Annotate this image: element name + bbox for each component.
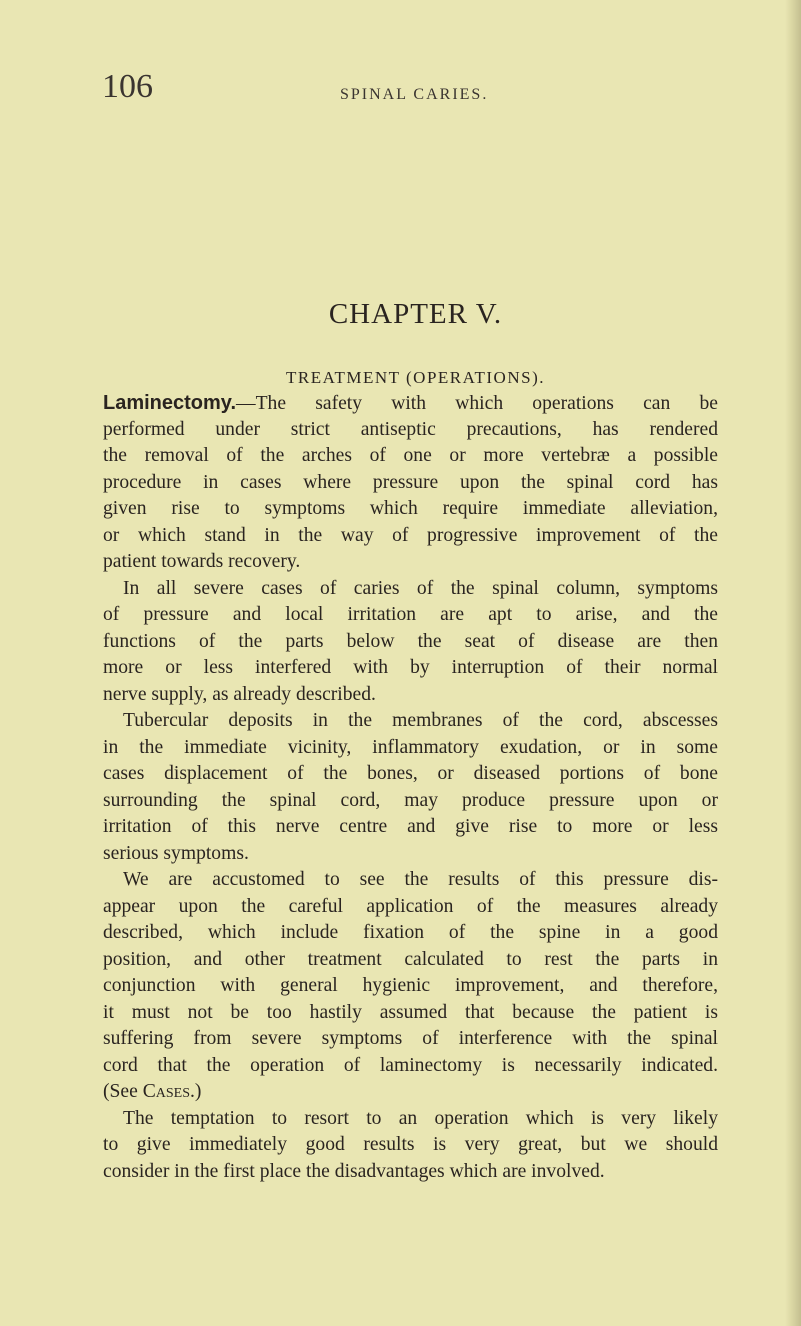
paragraph-line: or which stand in the way of progressive improvement of the bbox=[103, 524, 718, 546]
lead-heading: Laminectomy. bbox=[103, 392, 236, 414]
paragraph-line: procedure in cases where pressure upon the spinal cord has bbox=[103, 471, 718, 493]
paragraph-line: more or less interfered with by interruption of their normal bbox=[103, 657, 718, 678]
paragraph-line: consider in the first place the disadvantages which are involved. bbox=[103, 1160, 605, 1182]
running-head: SPINAL CARIES. bbox=[340, 86, 489, 103]
paragraph-line: We are accustomed to see the results of this pressure dis- bbox=[123, 869, 718, 890]
paragraph-line: the removal of the arches of one or more vertebræ a possible bbox=[103, 445, 718, 466]
paragraph-line: in the immediate vicinity, inflammatory exudation, or in some bbox=[103, 736, 718, 758]
paragraph-line: In all severe cases of caries of the spinal column, symptoms bbox=[123, 577, 718, 599]
paragraph-line: it must not be too hastily assumed that because the patient is bbox=[103, 1001, 718, 1023]
paragraph-line: serious symptoms. bbox=[103, 842, 249, 864]
paragraph-line: nerve supply, as already described. bbox=[103, 683, 376, 705]
paragraph-line: performed under strict antiseptic precautions, has rendered bbox=[103, 418, 718, 440]
paragraph-line: conjunction with general hygienic improvement, and therefore, bbox=[103, 975, 718, 996]
paragraph-line: patient towards recovery. bbox=[103, 551, 301, 572]
paragraph-line: surrounding the spinal cord, may produce pressure upon or bbox=[103, 789, 718, 811]
paragraph-line: The temptation to resort to an operation which is very likely bbox=[123, 1107, 718, 1129]
body-text bbox=[103, 390, 718, 1185]
paragraph-line: functions of the parts below the seat of disease are then bbox=[103, 630, 718, 652]
paragraph-line: described, which include fixation of the spine in a good bbox=[103, 922, 718, 943]
paragraph-line: irritation of this nerve centre and give rise to more or less bbox=[103, 816, 718, 837]
paragraph-line: to give immediately good results is very great, but we should bbox=[103, 1134, 718, 1155]
paragraph-line-see-cases: (See Cases.) bbox=[103, 1081, 202, 1102]
cases-reference: Cases bbox=[142, 1081, 191, 1102]
paragraph-line: position, and other treatment calculated to rest the parts in bbox=[103, 948, 718, 970]
paragraph-line: appear upon the careful application of the measures already bbox=[103, 895, 718, 917]
paragraph-line: of pressure and local irritation are apt to arise, and the bbox=[103, 604, 718, 625]
paragraph-line: given rise to symptoms which require immediate alleviation, bbox=[103, 498, 718, 519]
paragraph-line: cases displacement of the bones, or diseased portions of bone bbox=[103, 763, 718, 784]
page-number: 106 bbox=[102, 68, 153, 105]
paragraph-line: Tubercular deposits in the membranes of the cord, abscesses bbox=[123, 710, 718, 731]
chapter-title: CHAPTER V. bbox=[328, 298, 503, 330]
page-edge-shadow bbox=[785, 0, 801, 1326]
paragraph-line: suffering from severe symptoms of interference with the spinal bbox=[103, 1028, 718, 1049]
paragraph-line: Laminectomy.—The safety with which operations can be bbox=[103, 392, 718, 414]
paragraph-line: cord that the operation of laminectomy is necessarily indicated. bbox=[103, 1054, 718, 1076]
section-title: TREATMENT (OPERATIONS). bbox=[286, 368, 545, 387]
